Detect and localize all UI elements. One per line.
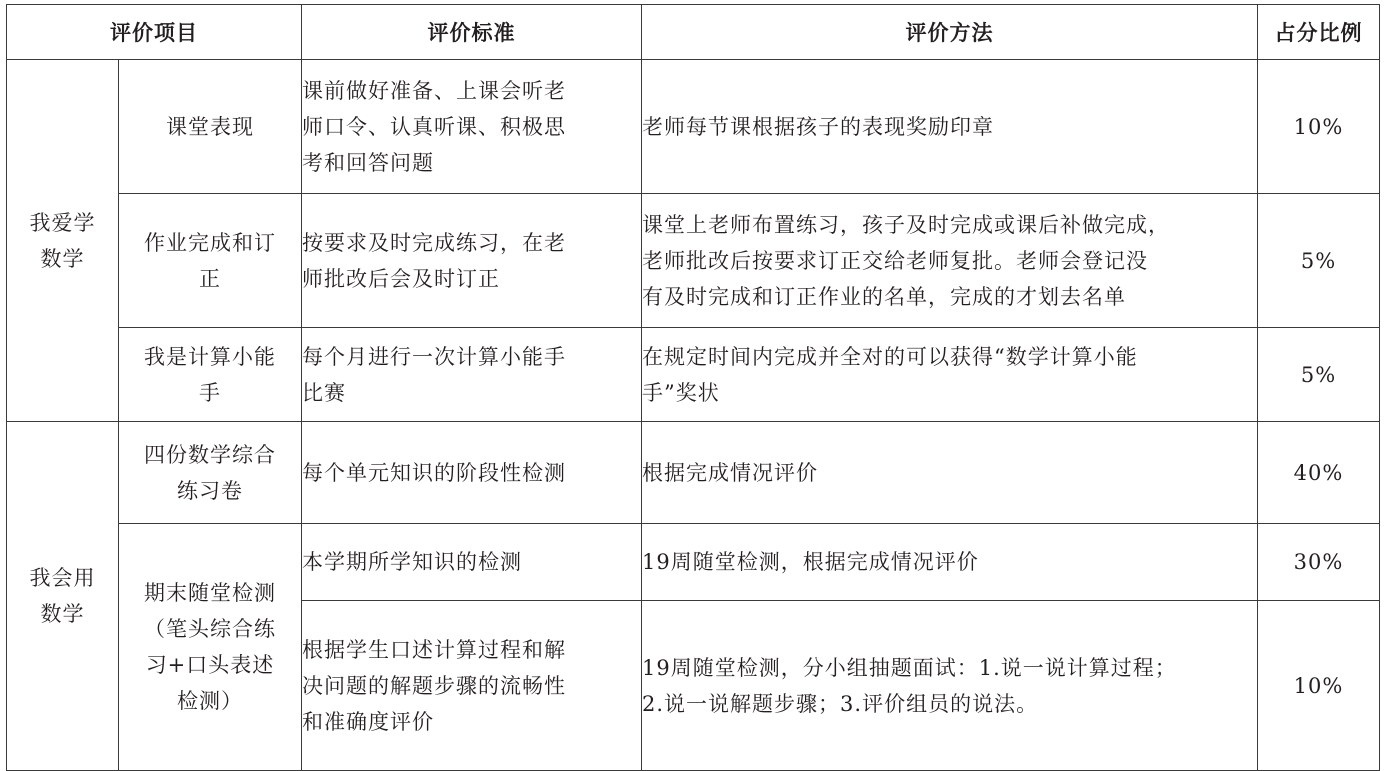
standard-line: 课前做好准备、上课会听老	[302, 78, 566, 103]
method-line: 有及时完成和订正作业的名单，完成的才划去名单	[642, 284, 1126, 309]
item-line: 四份数学综合	[144, 442, 276, 467]
group-cell	[7, 422, 119, 771]
header-standard: 评价标准	[302, 5, 642, 60]
ratio-cell: 5%	[1258, 328, 1380, 422]
standard-cell	[302, 328, 642, 422]
method-line: 课堂上老师布置练习，孩子及时完成或课后补做完成，	[642, 212, 1170, 237]
ratio-cell: 40%	[1258, 422, 1380, 524]
standard-cell	[302, 422, 642, 524]
item-line: 正	[199, 266, 221, 291]
method-cell	[642, 422, 1258, 524]
standard-line: 师批改后会及时订正	[302, 266, 500, 291]
group-cell	[7, 60, 119, 422]
evaluation-table	[6, 4, 1380, 771]
item-line: 练习卷	[177, 478, 243, 503]
item-line: 期末随堂检测	[144, 581, 276, 605]
method-line: 老师每节课根据孩子的表现奖励印章	[642, 114, 994, 139]
method-line: 手”奖状	[642, 380, 720, 405]
group-line: 数学	[40, 246, 85, 271]
standard-line: 根据学生口述计算过程和解	[302, 637, 566, 662]
method-line: 19周随堂检测，根据完成情况评价	[642, 550, 979, 574]
method-line: 根据完成情况评价	[642, 460, 818, 485]
table-row	[7, 328, 1380, 422]
item-cell	[119, 328, 302, 422]
item-cell	[119, 60, 302, 194]
standard-cell	[302, 60, 642, 194]
group-line: 数学	[40, 602, 85, 626]
standard-cell	[302, 194, 642, 328]
item-line: 手	[199, 380, 221, 405]
ratio-cell: 10%	[1258, 601, 1380, 771]
item-cell	[119, 524, 302, 771]
method-cell	[642, 601, 1258, 771]
table-row	[7, 422, 1380, 524]
method-cell	[642, 524, 1258, 601]
item-line: 作业完成和订	[144, 230, 276, 255]
standard-line: 决问题的解题步骤的流畅性	[302, 673, 566, 698]
item-line: 检测）	[177, 689, 243, 713]
table-row	[7, 60, 1380, 194]
standard-line: 本学期所学知识的检测	[302, 550, 522, 574]
item-line: 课堂表现	[166, 114, 254, 139]
standard-line: 考和回答问题	[302, 150, 434, 175]
method-line: 2.说一说解题步骤；3.评价组员的说法。	[642, 691, 1039, 716]
ratio-cell: 10%	[1258, 60, 1380, 194]
standard-line: 比赛	[302, 380, 346, 405]
group-line: 我会用	[29, 566, 96, 590]
standard-line: 和准确度评价	[302, 709, 434, 734]
standard-line: 按要求及时完成练习，在老	[302, 230, 566, 255]
header-ratio: 占分比例	[1258, 5, 1380, 60]
method-cell	[642, 328, 1258, 422]
standard-line: 每个月进行一次计算小能手	[302, 344, 566, 369]
group-line: 我爱学	[29, 210, 96, 235]
header-method: 评价方法	[642, 5, 1258, 60]
method-cell	[642, 194, 1258, 328]
table-row	[7, 524, 1380, 601]
item-line: （笔头综合练	[144, 617, 276, 641]
item-cell	[119, 422, 302, 524]
method-line: 19周随堂检测，分小组抽题面试：1.说一说计算过程；	[642, 655, 1177, 680]
standard-cell	[302, 601, 642, 771]
method-cell	[642, 60, 1258, 194]
item-cell	[119, 194, 302, 328]
header-item: 评价项目	[7, 5, 302, 60]
method-line: 老师批改后按要求订正交给老师复批。老师会登记没	[642, 248, 1148, 273]
item-line: 我是计算小能	[144, 344, 276, 369]
standard-cell	[302, 524, 642, 601]
method-line: 在规定时间内完成并全对的可以获得“数学计算小能	[642, 344, 1138, 369]
ratio-cell: 30%	[1258, 524, 1380, 601]
standard-line: 每个单元知识的阶段性检测	[302, 460, 566, 485]
item-line: 习+口头表述	[145, 653, 275, 677]
standard-line: 师口令、认真听课、积极思	[302, 114, 566, 139]
table-row	[7, 194, 1380, 328]
ratio-cell: 5%	[1258, 194, 1380, 328]
header-row	[7, 5, 1380, 60]
